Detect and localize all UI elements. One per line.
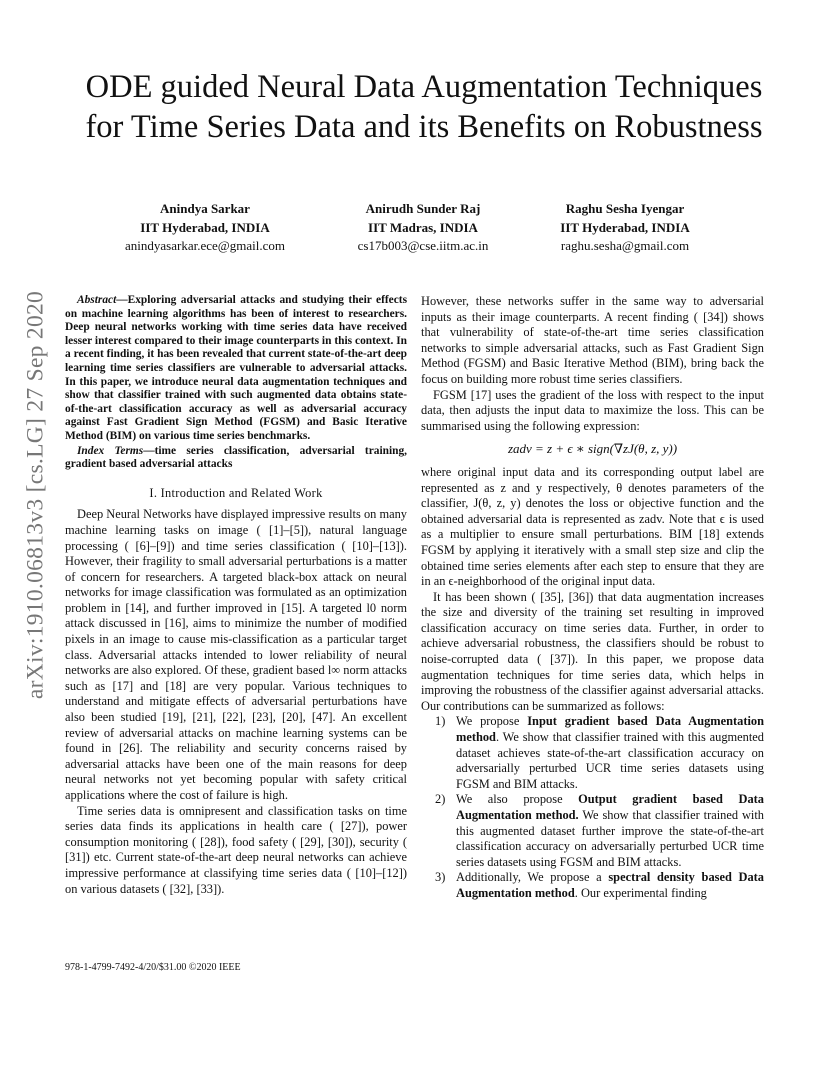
author-3	[505, 200, 745, 256]
copyright-notice: 978-1-4799-7492-4/20/$31.00 ©2020 IEEE	[65, 962, 241, 973]
list-item	[421, 870, 764, 901]
list-item-text: Additionally, We propose a	[456, 870, 609, 885]
author-email: raghu.sesha@gmail.com	[560, 238, 690, 253]
author-name: Raghu Sesha Iyengar	[565, 201, 685, 216]
list-item-emphasis: Input gradient based Data Augmentation method	[456, 714, 764, 745]
author-affiliation: IIT Madras, INDIA	[368, 219, 478, 235]
list-item-text: We also propose	[456, 792, 579, 807]
author-email: anindyasarkar.ece@gmail.com	[125, 238, 285, 253]
body-paragraph: where original input data and its corresponding output label are represented as z and y respectively, θ denotes parameters of the classifier, J(θ, z, y) denotes the loss or objective function and the obtained adversarial data is represented as zadv. Note that ϵ is used as a multiplier to ensure small perturbations. BIM [18] extends FGSM by applying it iteratively with a small step size and clip the obtained time series elements after each step to ensure that they are in an ϵ-neighborhood of the original input data.	[421, 464, 764, 589]
author-affiliation: IIT Hyderabad, INDIA	[560, 219, 690, 235]
list-item-number: 2)	[435, 792, 446, 807]
arxiv-id: arXiv:1910.06813v3 [cs.LG] 27 Sep 2020	[22, 290, 49, 700]
list-item-text: We propose	[456, 714, 528, 729]
index-terms-label: Index Terms	[77, 444, 144, 457]
arxiv-sidebar-stamp	[6, 290, 66, 700]
index-terms-text: —time series classification, adversarial training, gradient based adversarial attacks	[65, 444, 407, 471]
list-item-number: 1)	[435, 714, 446, 729]
index-terms	[65, 445, 407, 472]
left-column	[65, 294, 407, 897]
author-email: cs17b003@cse.iitm.ac.in	[357, 238, 489, 253]
list-item-number: 3)	[435, 870, 446, 885]
title-line-1: ODE guided Neural Data Augmentation Techniques	[85, 69, 763, 105]
list-item	[421, 792, 764, 870]
body-paragraph: It has been shown ( [35], [36]) that data augmentation increases the size and diversity of the training set resulting in improved classification accuracy on time series data. Further, in order to achieve adversarial robustness, the classifiers should be robust to noise-corrupted data ( [37]). In this paper, we propose data augmentation techniques for time series data, which helps in improving the robustness of the classifier against adversarial attacks. Our contributions can be summarized as follows:	[421, 589, 764, 713]
body-paragraph: Deep Neural Networks have displayed impressive results on many machine learning tasks on image ( [1]–[5]), natural language processing ( [6]–[9]) and time series classification ( [10]–[13]). However, their fragility to small adversarial perturbations is a matter of concern for researchers. A targeted black-box attack on neural networks for image classification was formulated as an optimization problem in [14], and further improved in [15]. A targeted l0 norm attack discussed in [16], aims to minimize the number of modified pixels in an image to cause mis-classification as a particular target class. Adversarial attacks intended to lower reliability of neural networks are also explored. Of these, gradient based l∞ norm attacks such as [17] and [18] are very popular. Various techniques to understand and mitigate effects of adversarial perturbations have also been studied [19], [21], [22], [23], [20], [47]. An excellent review of adversarial attacks on machine learning systems can be found in [26]. The reliability and security concerns raised by adversarial attacks have been one of the main reasons for deep neural networks not yet becoming popular with safety critical applications where the cost of failure is high.	[65, 507, 407, 802]
body-paragraph: However, these networks suffer in the same way to adversarial inputs as their image counterparts. A recent finding ( [34]) shows that vulnerability of state-of-the-art time series classification networks to simple adversarial attacks, such as Fast Gradient Sign Method (FGSM) and Basic Iterative Method (BIM), bring back the focus on building more robust time series classifiers.	[421, 294, 764, 386]
author-affiliation: IIT Hyderabad, INDIA	[140, 219, 270, 235]
paper-title	[40, 67, 808, 147]
list-item-text: . Our experimental finding	[574, 885, 707, 900]
list-item-emphasis: Output gradient based Data Augmentation method.	[456, 792, 764, 822]
list-item-text: We show that classifier trained with this augmented dataset further improve the state-of-the-art classification accuracy on adversarially perturbed UCR time series datasets using FGSM and BIM attacks.	[456, 808, 764, 869]
body-paragraph: Time series data is omnipresent and classification tasks on time series data finds its applications in health care ( [27]), power consumption monitoring ( [28]), food safety ( [29], [30]), security ( [31]) etc. Current state-of-the-art deep neural networks can achieve impressive performance at classifying time series data ( [10]–[12]) on various datasets ( [32], [33]).	[65, 803, 407, 896]
abstract-text: —Exploring adversarial attacks and studying their effects on machine learning algorithms has been of interest to researchers. Deep neural networks working with time series data have received lesser interest compared to their image counterparts in this context. In a recent finding, it has been revealed that current state-of-the-art deep learning time series classifiers are vulnerable to adversarial attacks. In this paper, we introduce neural data augmentation techniques and show that classifier trained with such augmented data obtains state-of-the-art classification accuracy as well as adversarial accuracy against Fast Gradient Sign Method (FGSM) and Basic Iterative Method (BIM) on various time series benchmarks.	[65, 294, 407, 442]
contributions-list	[421, 714, 764, 901]
abstract-label: Abstract	[77, 294, 117, 306]
list-item-emphasis: spectral density based Data Augmentation method	[456, 870, 765, 900]
list-item	[421, 714, 764, 792]
body-paragraph: FGSM [17] uses the gradient of the loss with respect to the input data, then adjusts the input data to maximize the loss. This can be summarised using the following expression:	[421, 387, 764, 433]
section-heading: I. Introduction and Related Work	[149, 485, 323, 500]
author-1	[85, 200, 325, 256]
author-name: Anirudh Sunder Raj	[365, 201, 481, 216]
fgsm-equation: zadv = z + ϵ ∗ sign(∇zJ(θ, z, y))	[507, 441, 678, 457]
abstract	[65, 294, 407, 444]
list-item-text: . We show that classifier trained with this augmented dataset achieves state-of-the-art classification accuracy on adversarially perturbed UCR time series datasets using FGSM and BIM attacks.	[456, 730, 764, 791]
author-name: Anindya Sarkar	[160, 201, 250, 216]
title-line-2: for Time Series Data and its Benefits on Robustness	[85, 109, 763, 145]
right-column	[421, 294, 764, 902]
